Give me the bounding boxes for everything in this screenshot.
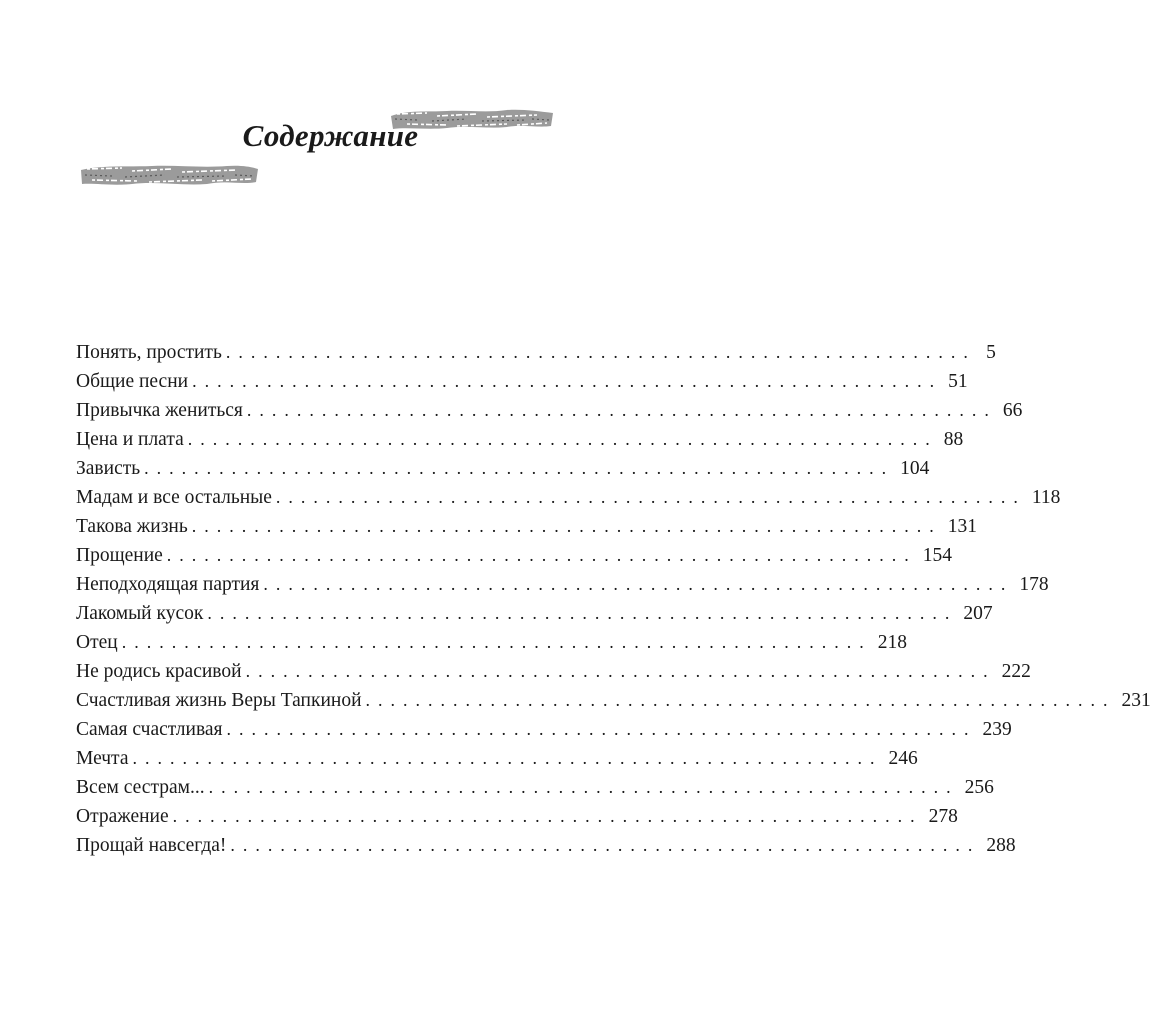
toc-entry-page-number: 288 — [986, 835, 1016, 856]
toc-entry-page-number: 278 — [928, 806, 958, 827]
toc-entry-title: Не родись красивой — [76, 661, 242, 682]
toc-dot-leader: ............................................................ — [144, 458, 895, 478]
toc-entry-page-number: 246 — [888, 748, 918, 769]
toc-entry — [76, 744, 918, 773]
toc-entry — [76, 831, 1016, 860]
toc-dot-leader: ............................................................ — [208, 777, 959, 797]
table-of-contents — [76, 338, 1151, 860]
toc-entry-page-number: 131 — [947, 516, 977, 537]
toc-entry-title: Такова жизнь — [76, 516, 188, 537]
toc-entry-title: Прощай навсегда! — [76, 835, 227, 856]
toc-entry — [76, 425, 964, 454]
toc-entry-title: Зависть — [76, 458, 141, 479]
toc-entry-page-number: 256 — [964, 777, 994, 798]
toc-entry-title: Мечта — [76, 748, 129, 769]
toc-entry-title: Всем сестрам... — [76, 777, 205, 798]
toc-entry — [76, 483, 1061, 512]
toc-dot-leader: ............................................................ — [191, 516, 942, 536]
toc-entry-page-number: 5 — [986, 342, 996, 363]
toc-entry-title: Лакомый кусок — [76, 603, 204, 624]
toc-dot-leader: ............................................................ — [207, 603, 958, 623]
toc-entry-title: Отражение — [76, 806, 169, 827]
toc-dot-leader: ............................................................ — [230, 835, 981, 855]
toc-dot-leader: ............................................................ — [225, 342, 976, 362]
toc-entry-page-number: 88 — [943, 429, 964, 450]
toc-entry — [76, 541, 953, 570]
toc-entry — [76, 628, 907, 657]
toc-entry-page-number: 118 — [1031, 487, 1061, 508]
toc-dot-leader: ............................................................ — [187, 429, 938, 449]
toc-entry-title: Отец — [76, 632, 118, 653]
toc-entry-page-number: 239 — [982, 719, 1012, 740]
toc-entry — [76, 367, 968, 396]
toc-entry — [76, 686, 1151, 715]
toc-entry-title: Прощение — [76, 545, 163, 566]
toc-entry-title: Неподходящая партия — [76, 574, 260, 595]
toc-entry-title: Мадам и все остальные — [76, 487, 272, 508]
toc-entry — [76, 454, 930, 483]
toc-entry — [76, 802, 958, 831]
brush-stroke-bottom-decoration — [77, 160, 261, 190]
toc-dot-leader: ............................................................ — [121, 632, 872, 652]
toc-dot-leader: ............................................................ — [226, 719, 977, 739]
toc-dot-leader: ............................................................ — [263, 574, 1014, 594]
page-title: Содержание — [242, 118, 419, 153]
toc-entry — [76, 396, 1023, 425]
toc-entry-page-number: 231 — [1121, 690, 1151, 711]
toc-dot-leader: ............................................................ — [192, 371, 943, 391]
toc-entry-title: Общие песни — [76, 371, 189, 392]
toc-entry-title: Самая счастливая — [76, 719, 223, 740]
toc-entry — [76, 715, 1012, 744]
toc-entry-page-number: 222 — [1001, 661, 1031, 682]
toc-entry-title: Цена и плата — [76, 429, 184, 450]
toc-entry-title: Понять, простить — [76, 342, 222, 363]
toc-dot-leader: ............................................................ — [172, 806, 923, 826]
toc-entry — [76, 338, 996, 367]
toc-entry — [76, 570, 1049, 599]
toc-dot-leader: ............................................................ — [365, 690, 1116, 710]
toc-entry-page-number: 104 — [900, 458, 930, 479]
toc-entry-page-number: 178 — [1019, 574, 1049, 595]
toc-entry — [76, 599, 993, 628]
toc-entry-page-number: 207 — [963, 603, 993, 624]
toc-entry-page-number: 51 — [948, 371, 968, 392]
toc-dot-leader: ............................................................ — [275, 487, 1026, 507]
toc-entry — [76, 512, 977, 541]
toc-entry-page-number: 66 — [1002, 400, 1023, 421]
toc-entry — [76, 657, 1031, 686]
toc-dot-leader: ............................................................ — [132, 748, 883, 768]
toc-dot-leader: ............................................................ — [166, 545, 917, 565]
toc-dot-leader: ............................................................ — [246, 400, 997, 420]
toc-dot-leader: ............................................................ — [245, 661, 996, 681]
toc-entry-title: Привычка жениться — [76, 400, 243, 421]
toc-entry-title: Счастливая жизнь Веры Тапкиной — [76, 690, 362, 711]
toc-entry-page-number: 154 — [922, 545, 953, 566]
toc-entry — [76, 773, 994, 802]
toc-entry-page-number: 218 — [877, 632, 907, 653]
